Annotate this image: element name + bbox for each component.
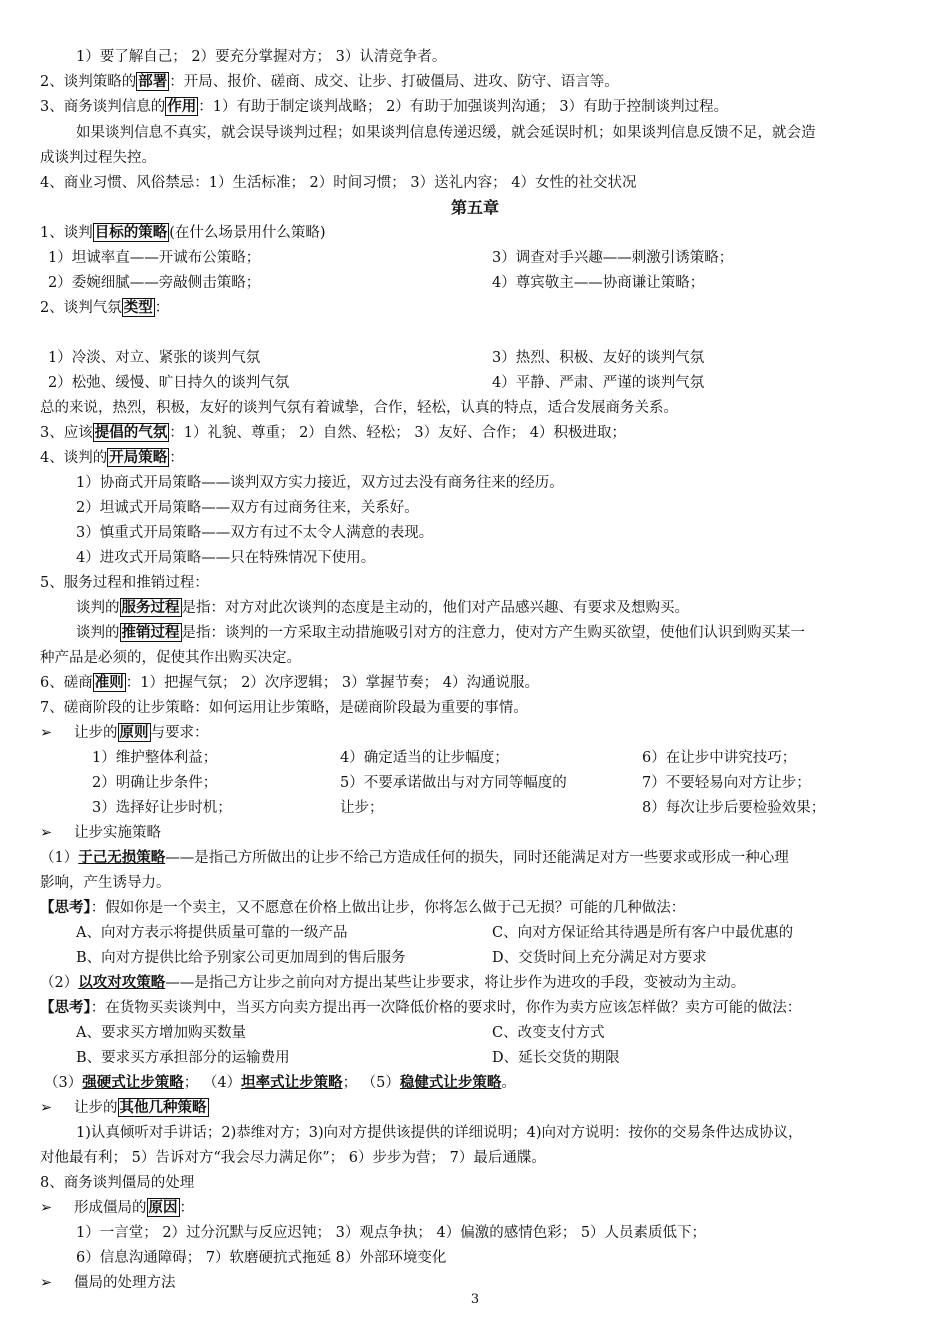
boxed-term: 部署 xyxy=(138,73,168,90)
text-line: B、向对方提供比给予别家公司更加周到的售后服务 xyxy=(76,950,406,966)
text-line: 6）在让步中讲究技巧； xyxy=(642,750,797,766)
bullet-arrow-icon: ➢ xyxy=(40,1200,53,1216)
text-line: 6、磋商 准则 ：1）把握气氛； 2）次序逻辑； 3）掌握节奏； 4）沟通说服。 xyxy=(40,674,539,691)
text-line: 3、应该 提倡的气氛 ：1）礼貌、尊重； 2）自然、轻松； 3）友好、合作； 4）积极进取； xyxy=(40,424,626,441)
text-line: （2）以攻对攻策略——是指己方让步之前向对方提出某些让步要求，将让步作为进攻的手段，变被动为主动。 xyxy=(40,974,746,991)
text-line: 如果谈判信息不真实，就会误导谈判过程；如果谈判信息传递迟缓，就会延误时机；如果谈判信息反馈不足，就会造 xyxy=(76,125,816,141)
text-line: 7）不要轻易向对方让步； xyxy=(642,775,811,791)
text-line: A、要求买方增加购买数量 xyxy=(76,1025,246,1041)
boxed-term: 服务过程 xyxy=(121,599,180,616)
text-line: C、改变支付方式 xyxy=(492,1025,605,1041)
text-line: ➢ 让步的 其他几种策略 xyxy=(40,1099,207,1116)
boxed-term: 原因 xyxy=(148,1199,178,1216)
text-line: 8）每次让步后要检验效果； xyxy=(642,800,826,816)
text-line: 3）慎重式开局策略——双方有过不太令人满意的表现。 xyxy=(76,525,434,541)
text-line: 2）委婉细腻——旁敲侧击策略； xyxy=(48,275,261,291)
text-line: 1）协商式开局策略——谈判双方实力接近，双方过去没有商务往来的经历。 xyxy=(76,475,564,491)
text-line: 对他最有利； 5）告诉对方“我会尽力满足你”； 6）步步为营； 7）最后通牒。 xyxy=(40,1150,546,1166)
text-line: 4）尊宾敬主——协商谦让策略； xyxy=(492,275,705,291)
page-number: 3 xyxy=(470,1292,480,1307)
text-line: 1）要了解自己； 2）要充分掌握对方； 3）认清竞争者。 xyxy=(76,49,447,65)
text-line: ➢ 形成僵局的 原因 ： xyxy=(40,1199,194,1216)
text-line: 2、谈判气氛 类型 ： xyxy=(40,299,170,316)
text-line: 1）冷淡、对立、紧张的谈判气氛 xyxy=(48,350,261,366)
text-line: 4、商业习惯、风俗禁忌：1）生活标准； 2）时间习惯； 3）送礼内容； 4）女性的社交状况 xyxy=(40,175,637,191)
text-line: 让步； xyxy=(340,800,384,816)
text-line: ➢ 让步的 原则 与要求： xyxy=(40,724,209,741)
text-line: 2）明确让步条件； xyxy=(92,775,218,791)
underlined-term: 稳健式让步策略 xyxy=(399,1074,502,1091)
boxed-term: 原则 xyxy=(119,724,149,741)
text-line: 5）不要承诺做出与对方同等幅度的 xyxy=(340,775,567,791)
text-line: 1）坦诚率直——开诚布公策略； xyxy=(48,250,261,266)
boxed-term: 目标的策略 xyxy=(94,224,168,241)
boxed-term: 作用 xyxy=(167,98,197,115)
text-line: 5、服务过程和推销过程： xyxy=(40,575,209,591)
text-line: 1、谈判 目标的策略 (在什么场景用什么策略) xyxy=(40,224,326,241)
text-line: 1）维护整体利益； xyxy=(92,750,218,766)
chapter-heading: 第五章 xyxy=(450,198,499,217)
bullet-arrow-icon: ➢ xyxy=(40,1100,53,1116)
text-line: 2）松弛、缓慢、旷日持久的谈判气氛 xyxy=(48,375,290,391)
text-line: 【思考】：假如你是一个卖主，又不愿意在价格上做出让步，你将怎么做于己无损？可能的几种做法： xyxy=(40,899,686,916)
text-line: 谈判的 推销过程 是指：谈判的一方采取主动措施吸引对方的注意力，使对方产生购买欲望，使他们认识到购买某一 xyxy=(76,624,805,641)
text-line: 1)认真倾听对手讲话；2)恭维对方；3)向对方提供该提供的详细说明；4)向对方说明：按你的交易条件达成协议， xyxy=(76,1125,803,1141)
text-line: ➢ 僵局的处理方法 xyxy=(40,1275,176,1291)
text-line: D、延长交货的期限 xyxy=(492,1050,620,1066)
text-line: 总的来说，热烈，积极，友好的谈判气氛有着诚挚，合作，轻松，认真的特点，适合发展商务关系。 xyxy=(40,400,678,416)
boxed-term: 开局策略 xyxy=(109,449,168,466)
text-line: 4）平静、严肃、严谨的谈判气氛 xyxy=(492,375,705,391)
text-line: 7、磋商阶段的让步策略：如何运用让步策略，是磋商阶段最为重要的事情。 xyxy=(40,700,528,716)
text-line: ➢ 让步实施策略 xyxy=(40,825,161,841)
text-line: （1）于己无损策略——是指己方所做出的让步不给己方造成任何的损失，同时还能满足对方一些要求或形成一种心理 xyxy=(40,849,789,866)
text-line: 4）进攻式开局策略——只在特殊情况下使用。 xyxy=(76,550,376,566)
underlined-term: 坦率式让步策略 xyxy=(241,1074,343,1091)
text-line: 2）坦诚式开局策略——双方有过商务往来，关系好。 xyxy=(76,500,419,516)
text-line: 种产品是必须的，促使其作出购买决定。 xyxy=(40,650,301,666)
text-line: 3）调查对手兴趣——刺激引诱策略； xyxy=(492,250,734,266)
text-line: 【思考】：在货物买卖谈判中，当买方向卖方提出再一次降低价格的要求时，你作为卖方应该怎样做？卖方可能的做法： xyxy=(40,999,802,1016)
text-line: B、要求买方承担部分的运输费用 xyxy=(76,1050,290,1066)
text-line: 谈判的 服务过程 是指：对方对此次谈判的态度是主动的，他们对产品感兴趣、有要求及想购买。 xyxy=(76,599,689,616)
text-line: 3）选择好让步时机； xyxy=(92,800,232,816)
text-line: 8、商务谈判僵局的处理 xyxy=(40,1175,195,1191)
text-line: 6）信息沟通障碍； 7）软磨硬抗式拖延 8）外部环境变化 xyxy=(76,1250,447,1266)
text-line: 1）一言堂； 2）过分沉默与反应迟钝； 3）观点争执； 4）偏激的感情色彩； 5）人员素质低下； xyxy=(76,1225,707,1241)
boxed-term: 推销过程 xyxy=(121,624,180,641)
text-line: 影响，产生诱导力。 xyxy=(40,875,171,891)
text-line: C、向对方保证给其待遇是所有客户中最优惠的 xyxy=(492,925,794,941)
text-line: 2、谈判策略的 部署 ：开局、报价、磋商、成交、让步、打破僵局、进攻、防守、语言等。 xyxy=(40,73,619,90)
text-line: 4）确定适当的让步幅度； xyxy=(340,750,509,766)
underlined-term: 强硬式让步策略 xyxy=(82,1074,184,1091)
text-line: 成谈判过程失控。 xyxy=(40,150,156,166)
bullet-arrow-icon: ➢ xyxy=(40,725,53,741)
text-line: 4、谈判的 开局策略 ： xyxy=(40,449,184,466)
boxed-term: 提倡的气氛 xyxy=(94,424,168,441)
text-line: （3）强硬式让步策略； （4）坦率式让步策略； （5）稳健式让步策略。 xyxy=(44,1074,516,1091)
boxed-term: 类型 xyxy=(123,299,153,316)
underlined-term: 于己无损策略 xyxy=(78,849,166,866)
bullet-arrow-icon: ➢ xyxy=(40,1275,53,1291)
boxed-term: 其他几种策略 xyxy=(119,1099,207,1116)
text-line: D、交货时间上充分满足对方要求 xyxy=(492,950,707,966)
underlined-term: 以攻对攻策略 xyxy=(78,974,166,991)
boxed-term: 准则 xyxy=(94,674,124,691)
text-line: A、向对方表示将提供质量可靠的一级产品 xyxy=(76,925,348,941)
text-line: 3）热烈、积极、友好的谈判气氛 xyxy=(492,350,705,366)
text-line: 3、商务谈判信息的 作用 ：1）有助于制定谈判战略； 2）有助于加强谈判沟通； 3）有助于控制谈判过程。 xyxy=(40,98,729,115)
bullet-arrow-icon: ➢ xyxy=(40,825,53,841)
